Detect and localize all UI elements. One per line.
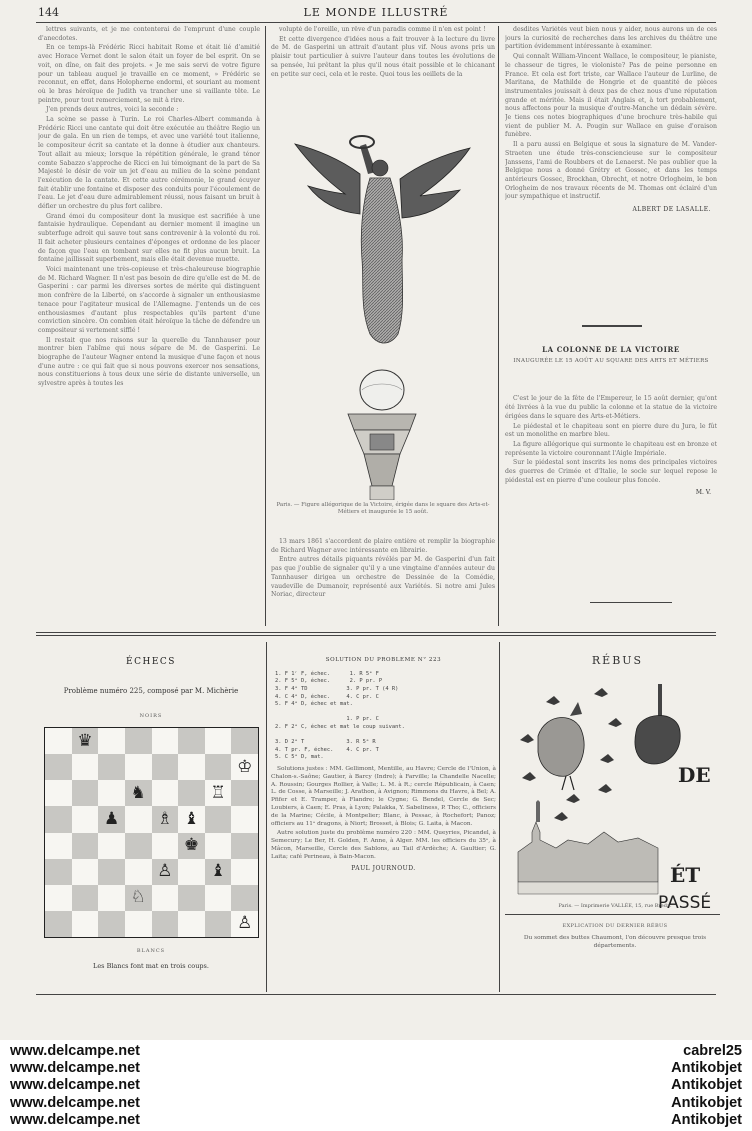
column-divider: [499, 642, 500, 992]
chess-square: [45, 911, 72, 937]
chess-square: [72, 780, 99, 806]
solution-title: SOLUTION DU PROBLÈME N° 223: [325, 657, 442, 663]
chess-square: [72, 885, 99, 911]
chess-piece: ♛: [72, 728, 99, 754]
watermark-seller: Antikobjet: [671, 1111, 742, 1128]
rebus-word-et: ÉT: [670, 863, 701, 887]
chess-square: [98, 911, 125, 937]
article-paragraph: Voici maintenant une très-copieuse et très-chaleureuse biographie de M. Richard Wagner. Il n'est pas besoin de dire qu'elle est de M. de Gasperini : car parmi les diverses sortes de mérite qui distinguent mon confrère de la Liberté, on s'accorde à signaler un enthousiasme tenace pour l'agitateur musical de l'Allemagne. J'entends un de ces enthousiasmes d'autant plus respectables qu'ils partent d'une conviction sincère. On combien était héroïque la tâche de défendre un compositeur si vertement sifflé !: [38, 265, 260, 334]
chess-piece: ♟: [98, 806, 125, 832]
column-divider: [498, 26, 499, 626]
chess-square: [178, 885, 205, 911]
rebus-illustration: [508, 672, 723, 912]
chess-square: [231, 806, 258, 832]
chess-square: [72, 833, 99, 859]
header-rule: [36, 22, 716, 23]
chess-square: [152, 754, 179, 780]
author-signature: ALBERT DE LASALLE.: [632, 206, 711, 214]
article-column-2-top: [271, 26, 495, 98]
solution-paragraph: Autre solution juste du problème numéro 220 : MM. Queyries, Picandel, à Semecury; Le Ber, H. Golden, F. Anne, à Alger. MM. les officiers du 35ᵉ, à Mâcon, Marseille, Cercle des Sablons, au Tail d'Ardèche; A. Gaultier; G. Laita; café Perineau, à Bain-Macon.: [271, 830, 496, 860]
article-column-1: [38, 26, 260, 624]
chess-square: [125, 754, 152, 780]
chess-square: [98, 754, 125, 780]
victoire-signature: M. V.: [695, 489, 711, 497]
chess-piece: ♝: [205, 859, 232, 885]
chess-square: [231, 885, 258, 911]
article-paragraph: Il a paru aussi en Belgique et sous la signature de M. Vander-Straeten une étude très-consciencieuse sur le compositeur Janssens, l'ami de Roubbers et de Lenaerst. Ne pas oublier que la Belgique nous a donné Grétry et Gossec, et dans les temps antérieurs Gossec, Brockhan, Obrecht, et notre Orlogheim, le bon Orlogheim de nos travaux récents de M. Thomas ont éclairé d'un jour sympathique et instructif.: [505, 141, 717, 201]
chess-square: [45, 885, 72, 911]
article-paragraph: Le piédestal et le chapiteau sont en pierre dure du Jura, le fût est un monolithe en marbre bleu.: [505, 422, 717, 439]
column-divider: [266, 642, 267, 992]
chess-square: [231, 833, 258, 859]
chess-square: [72, 859, 99, 885]
watermark-seller: Antikobjet: [671, 1077, 742, 1094]
chess-square: [205, 754, 232, 780]
newspaper-title: LE MONDE ILLUSTRÉ: [303, 6, 449, 19]
rebus-bottom-rule: [505, 914, 720, 915]
chess-square: [98, 728, 125, 754]
chess-square: [45, 780, 72, 806]
article-paragraph: Qui connaît William-Vincent Wallace, le compositeur, le pianiste, le chasseur de tigres, le violoniste? Pas de peine personne en France. Et cela est fort triste, car Wallace l'auteur de Lurline, de Maritana, de Mathilde de Hongrie et de quantité de pièces instrumentales jouissait à deux pas de chez nous d'une réputation grande et méritée. Mais il était Anglais et, à tort probablement, nous affectons pour la musique d'outre-Manche un dédain sévère. Je tiens ces notes biographiques d'une brochure très-habile qui vient de publier M. A. Pougin sur Wallace en guise d'oraison funèbre.: [505, 53, 717, 139]
column-divider: [265, 26, 266, 626]
article-paragraph: 13 mars 1861 s'accordent de plaire entière et remplir la biographie de Richard Wagner avec intéressante en librairie.: [271, 538, 495, 554]
chess-square: [45, 806, 72, 832]
watermark-left: [10, 1043, 140, 1129]
article-paragraph: Sur le piédestal sont inscrits les noms des principales victoires des guerres de Crimée et d'Italie, le socle sur lequel repose le piédestal est en pierre d'une couleur plus foncée.: [505, 459, 717, 484]
chess-square: [45, 859, 72, 885]
watermark-right: [671, 1043, 742, 1129]
chess-caption: Les Blancs font mat en trois coups.: [93, 962, 209, 970]
victory-statue-illustration: [290, 134, 480, 500]
chess-square: [72, 911, 99, 937]
article-paragraph: La figure allégorique qui surmonte le chapiteau est en bronze et représente la victoire couronnant l'Aigle Impériale.: [505, 440, 717, 457]
chess-solution: [271, 657, 496, 1012]
chess-square: [98, 859, 125, 885]
illustration-caption: Paris. — Figure allégorique de la Victoire, érigée dans le square des Arts-et-Métiers et inaugurée le 15 août.: [276, 502, 490, 515]
article-paragraph: Il restait que nos raisons sur la querelle du Tannhauser pour montrer bien l'abîme qui nous sépare de M. de Gasperini. Le biographe de l'auteur Wagner entend la musique d'une façon et nous d'une autre : ce qui fait que si nous pouvons exercer nos sensations, nous constituerions à tous deux une série de distante universelle, un sylvestre après à toutes les: [38, 336, 260, 388]
chess-piece: ♝: [178, 806, 205, 832]
bottom-section-rule: [36, 632, 716, 633]
chess-piece: ♖: [205, 780, 232, 806]
chess-square: [98, 833, 125, 859]
page-number: 144: [38, 6, 59, 19]
chess-square: [231, 859, 258, 885]
chess-square: [231, 728, 258, 754]
chess-square: [178, 780, 205, 806]
page-header: [0, 6, 752, 22]
chess-square: [205, 728, 232, 754]
chess-square: [125, 728, 152, 754]
chess-piece: ♙: [231, 911, 258, 937]
article-paragraph: En ce temps-là Frédéric Ricci habitait Rome et était lié d'amitié avec Horace Vernet dont le salon était un foyer de bel esprit. On se voit, on dîne, on fait des projets. « Je me sais servi de votre figure pour un tableau auquel je travaille en ce moment, » Frédéric se reconnut, en effet, dans Holopherne endormi, et souriant au moment où le bras héroïque de Judith va trancher une si vaillante tête. Le peintre, pour tout remerciement, se mit à rire.: [38, 44, 260, 104]
chess-piece: ♙: [152, 859, 179, 885]
bottom-section-rule-2: [36, 635, 716, 636]
section-ornament-rule: [582, 325, 642, 327]
article-paragraph: La scène se passe à Turin. Le roi Charles-Albert commanda à Frédéric Ricci une cantate qui doit être exécutée au théâtre Regio un jour de gala. En un rien de temps, et avec une variété tout italienne, le compositeur écrit sa cantate et la donne à étudier aux chanteurs. Tout allait au mieux; lorsque la répétition générale, le grand ténor comte Sabazzo s'approche de Ricci en lui témoignant de la part de Sa Majesté le désir de voir un jet d'eau au milieu de la scène pendant l'exécution de la cantate. Et cette autre cérémonie, le grand écuyer fait établir une fontaine et disposer des conduits pour l'écoulement de l'eau. Le jet d'eau dure admirablement réussi, nous faisant un bruit à défier un orchestre du plus fort calibre.: [38, 116, 260, 211]
chess-square: [72, 806, 99, 832]
article-paragraph: Et cette divergence d'idées nous a fait trouver à la lecture du livre de M. de Gasperini un attrait d'autant plus vif. Nous avons pris un plaisir tout particulier à suivre l'auteur dans toutes les évolutions de sa pensée, lui prêtant la plus qu'il nous était possible et le chicanant en petite sur ceci, cela et le reste. Quoi tous les oeillets de la: [271, 35, 495, 78]
chess-square: [152, 885, 179, 911]
chess-square: [152, 833, 179, 859]
bottom-rule: [36, 994, 716, 995]
chess-board: [44, 727, 259, 938]
chess-square: [152, 728, 179, 754]
article-column-2-bottom: [271, 538, 495, 624]
rebus-explanation-title: EXPLICATION DU DERNIER RÉBUS: [562, 923, 668, 929]
chess-piece: ♘: [125, 885, 152, 911]
chess-square: [125, 859, 152, 885]
chess-square: [178, 911, 205, 937]
article-paragraph: volupté de l'oreille, un rêve d'un paradis comme il n'en est point !: [279, 26, 486, 33]
watermark-url: www.delcampe.net: [10, 1060, 140, 1077]
chess-piece: ♗: [152, 806, 179, 832]
solution-moves: 1. F 1ʳ F, échec. 1. R 5ᵉ F 2. F 5ᵉ D, échec. 2. P pr. P 3. F 4ᵉ TD 3. P pr. T (4 R) 4. C 4ᵉ D, échec. 4. C pr. C 5. F 4ᵉ D, échec et mat. 1. P pr. C 2. F 2ᵉ C, échec et mat le coup suivant. 3. D 2ᵉ T 3. R 5ᵉ R 4. T pr. F, échec. 4. C pr. T 5. C 5ᵉ D, mat.: [275, 670, 405, 761]
chess-square: [125, 833, 152, 859]
article-paragraph: lettres suivants, et je me contenterai de l'emprunt d'une couple d'anecdotes.: [38, 26, 260, 42]
article-paragraph: C'est le jour de la fête de l'Empereur, le 15 août dernier, qu'ont été livrées à la vue du public la colonne et la statue de la victoire érigées dans le square des Arts-et-Métiers.: [505, 395, 717, 420]
section-end-rule: [590, 602, 672, 603]
chess-square: [178, 859, 205, 885]
chess-black-label: NOIRS: [139, 713, 163, 719]
watermark-url: www.delcampe.net: [10, 1111, 140, 1128]
article-paragraph: Grand émoi du compositeur dont la musique est sacrifiée à une fantaisie hydraulique. Cependant au dernier moment il imagine un subterfuge adroit qui sauve tout sans contrevenir à la volonté du roi. Il fait acheter plusieurs centaines d'éponges et ordonne de les placer de façon que l'eau en tombant sur elles ne fit plus aucun bruit. La fontaine jaillissait superbement, mais elle était devenue muette.: [38, 212, 260, 264]
victoire-article: [505, 346, 717, 616]
chess-square: [98, 885, 125, 911]
solution-paragraph: Solutions justes : MM. Gellimont, Mentille, au Havre; Cercle de l'Union, à Chalon-s.-Saône; Gautier, à Barcy (Indre); à Farville; la Chandelle Nacelle; A. Roussin; Gourges Rollier, à Valle; L. M. à R.; cercle Républicain, à Caen; L. de Cosse, à Marseille; J. Arathon, à Avignon; Rimmons du Havre, à Bel; A. Pfifer et E. Tramper, à Flandre; le Cygne; G. Bendel, Cercle de Sec; Loubiers, à Caen; E. Pras, à Lyon; Palakka, Y. Sabeliness, P. Tho; C., officiers de la Marine; Cécile, à Montpelier; Blanc, à Pessac, à Rochefort; Panoz; officiers au 11ᵉ dragons, à Niort; Brosset, à Blois; G. Laita, à Macon.: [271, 765, 496, 827]
watermark-seller: Antikobjet: [671, 1094, 742, 1111]
solution-signature: PAUL JOURNOUD.: [351, 865, 416, 873]
chess-square: [45, 728, 72, 754]
chess-problem-label: Problème numéro 225, composé par M. Michèrie: [63, 687, 239, 695]
chess-white-label: BLANCS: [136, 948, 166, 954]
chess-title: ÉCHECS: [126, 657, 176, 667]
rebus-word-passe: PASSÉ: [658, 893, 712, 912]
chess-square: [178, 754, 205, 780]
chess-square: [231, 780, 258, 806]
chess-square: [98, 780, 125, 806]
chess-square: [45, 833, 72, 859]
chess-square: [205, 833, 232, 859]
rebus-word-de: DE: [678, 763, 711, 787]
rebus-imprint: Paris. — Imprimerie VALLÉE, 15, rue Breda.: [558, 903, 672, 909]
article-paragraph: Entre autres détails piquants révélés par M. de Gasperini d'un fait pas que j'oublie de signaler qu'il y a une vingtaine d'années auteur du Tannhauser dirigea un orchestre de Dessinée de la Comédie, vaudeville de Dumanoir, représenté aux Variétés. Si notre ami Jules Noriac, directeur: [271, 556, 495, 599]
watermark-seller: Antikobjet: [671, 1060, 742, 1077]
chess-square: [45, 754, 72, 780]
article-paragraph: desdites Variétés veut bien nous y aider, nous aurons un de ces jours la curiosité de recherches dans les archives du théâtre une partition évidemment intéressante à examiner.: [505, 26, 717, 51]
watermark-url: www.delcampe.net: [10, 1043, 140, 1059]
chess-piece: ♚: [178, 833, 205, 859]
victoire-subtitle: INAUGURÉE LE 15 AOÛT AU SQUARE DES ARTS ET MÉTIERS: [513, 357, 709, 364]
chess-square: [125, 806, 152, 832]
article-column-3: [505, 26, 717, 304]
chess-square: [205, 806, 232, 832]
watermark-url: www.delcampe.net: [10, 1077, 140, 1094]
rebus-title: RÉBUS: [591, 654, 644, 667]
article-paragraph: J'en prends deux autres, voici la seconde :: [46, 106, 179, 114]
chess-square: [178, 728, 205, 754]
chess-square: [72, 754, 99, 780]
chess-square: [152, 780, 179, 806]
rebus-explanation: Du sommet des buttes Chaumont, l'on découvre presque trois départements.: [523, 935, 707, 949]
chess-piece: ♞: [125, 780, 152, 806]
chess-square: [205, 911, 232, 937]
watermark-url: www.delcampe.net: [10, 1094, 140, 1111]
chess-square: [205, 885, 232, 911]
watermark-seller: cabrel25: [683, 1043, 742, 1059]
victoire-title: LA COLONNE DE LA VICTOIRE: [542, 346, 680, 354]
chess-square: [152, 911, 179, 937]
chess-piece: ♔: [231, 754, 258, 780]
chess-square: [125, 911, 152, 937]
